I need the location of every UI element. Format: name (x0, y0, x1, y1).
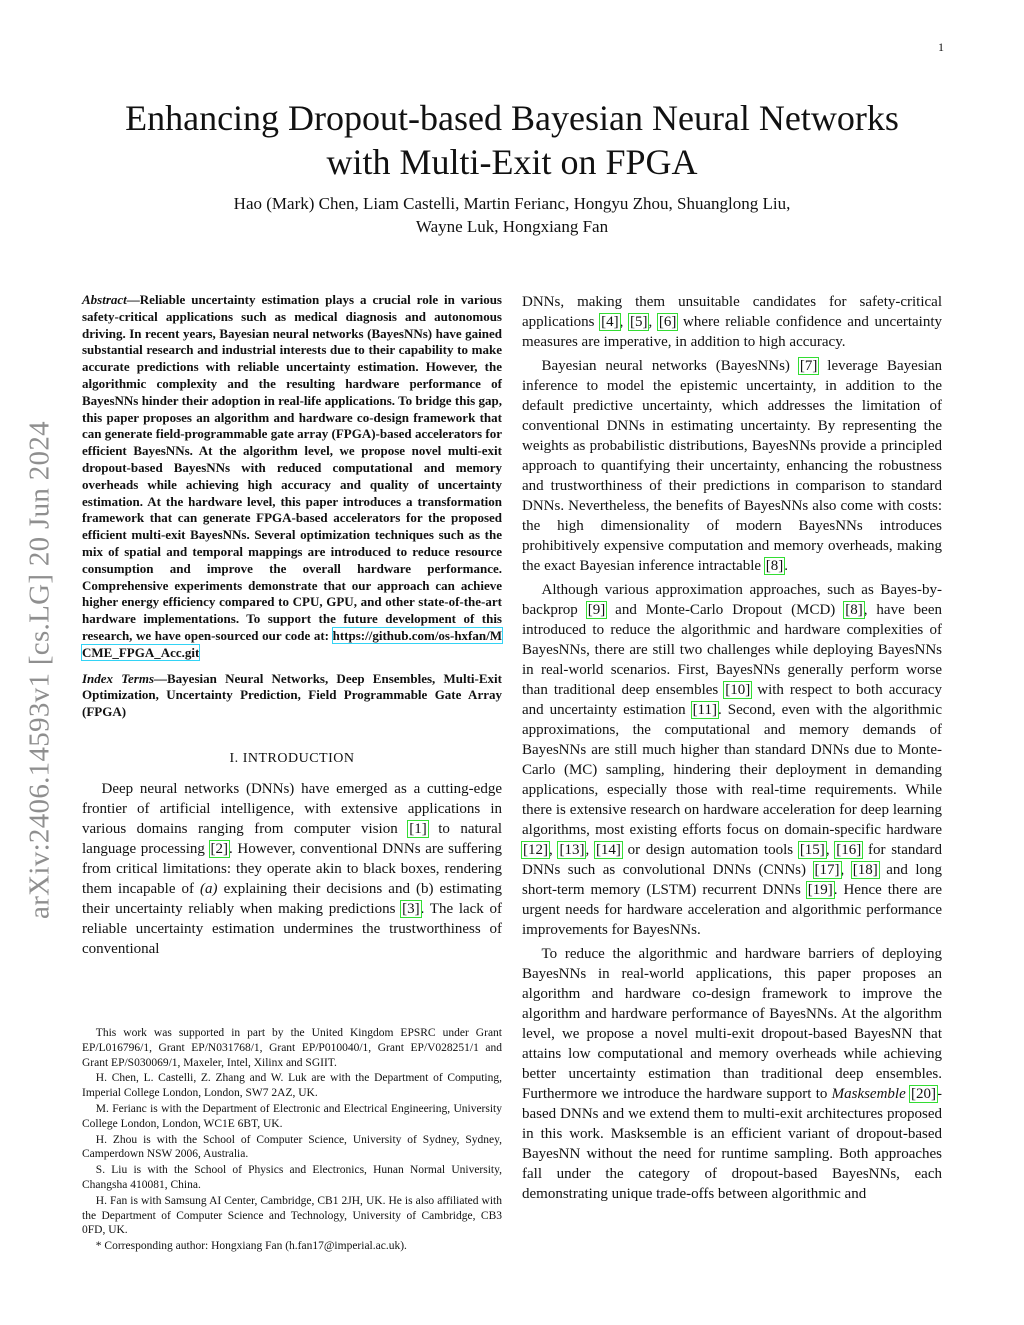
citation-link[interactable]: [9] (587, 602, 606, 618)
citation-link[interactable]: [8] (845, 602, 863, 618)
emphasis: (a) (200, 880, 218, 897)
citation-link[interactable]: [18] (852, 862, 878, 878)
citation-link[interactable]: [3] (402, 900, 420, 917)
paper-title-line-1: Enhancing Dropout-based Bayesian Neural Networks (125, 98, 899, 138)
text-run: . Second, even with the algorithmic approximations, the computational and memory demands of BayesNNs are still much higher than standard DNNs due to Monte-Carlo (MC) sampling, hindering their deployment in demanding applications, especially those with real-time requirements. While there is extensive research on hardware acceleration for deep learning algorithms, most existing efforts focus on domain-specific hardware (522, 702, 942, 838)
footnote-affiliation: H. Chen, L. Castelli, Z. Zhang and W. Luk are with the Department of Computing, Imperial College London, London, SW7 2AZ, UK. (82, 1072, 502, 1100)
footnote-affiliation: H. Zhou is with the School of Computer Science, University of Sydney, Sydney, Camperdown NSW 2006, Australia. (82, 1133, 502, 1161)
abstract-text: —Reliable uncertainty estimation plays a crucial role in various safety-critical applications such as medical diagnosis and autonomous driving. In recent years, Bayesian neural networks (BayesNNs) have gained substantial research and industrial interests due to their capability to make accurate predictions with reliable uncertainty estimation. However, the algorithmic complexity and the resulting hardware performance of BayesNNs hinder their adoption in real-life applications. To bridge this gap, this paper proposes an algorithm and hardware co-design framework that can generate field-programmable gate array (FPGA)-based accelerators for efficient BayesNNs. At the algorithm level, we propose novel multi-exit dropout-based BayesNNs with reduced computational and memory overheads while achieving high accuracy and quality of uncertainty estimation. At the hardware level, this paper introduces a transformation framework that can generate FPGA-based accelerators for the proposed efficient multi-exit BayesNNs. Several optimization techniques such as the mix of spatial and temporal mappings are introduced to reduce resource consumption and improve the overall hardware performance. Comprehensive experiments demonstrate that our approach can achieve higher energy efficiency compared to CPU, GPU, and other state-of-the-art hardware implementations. To support the future development of this research, we have open-sourced our code at: (82, 292, 502, 643)
text-run: with respect to both accuracy and uncertainty estimation (522, 682, 942, 718)
index-terms-text: —Bayesian Neural Networks, Deep Ensembles, Multi-Exit Optimization, Uncertainty Prediction, Field Programmable Gate Array (FPGA) (82, 670, 502, 720)
intro-paragraph-2 (522, 356, 942, 576)
index-terms (82, 671, 502, 721)
intro-paragraph-1 (82, 779, 502, 959)
text-run: and Monte-Carlo Dropout (MCD) (606, 602, 845, 618)
text-run: -based DNNs and we extend them to multi-exit architectures proposed in this work. Masksemble is an efficient variant of dropout-based BayesNN without the need for runtime sampling. Both approaches fall under the category of dropout-based BayesNNs, each demonstrating unique trade-offs between algorithmic and (522, 1086, 943, 1202)
arxiv-identifier (20, 370, 60, 970)
citation-link[interactable]: [13] (559, 842, 585, 858)
section-number: I. (229, 750, 239, 766)
footnote-affiliation: H. Fan is with Samsung AI Center, Cambridge, CB1 2JH, UK. He is also affiliated with the Department of Computer Science and Technology, University of Cambridge, CB3 0FD, UK. (82, 1194, 502, 1237)
citation-link[interactable]: [20] (911, 1086, 937, 1102)
text-run: explaining their decisions and (b) estimating their uncertainty reliably when making predictions (82, 880, 502, 917)
text-run: Deep neural networks (DNNs) have emerged as a cutting-edge frontier of artificial intelligence, with extensive applications in various domains ranging from computer vision (82, 780, 502, 837)
code-repository-link[interactable]: https://github.com/os-hxfan/MCME_FPGA_Acc.git (82, 627, 502, 660)
text-run: . Hence there are urgent needs for hardware acceleration and algorithmic performance improvements for BayesNNs. (522, 882, 942, 938)
citation-link[interactable]: [11] (692, 702, 717, 718)
citation-link[interactable]: [12] (523, 842, 548, 858)
citation-link[interactable]: [4] (601, 314, 619, 330)
text-run: To reduce the algorithmic and hardware barriers of deploying BayesNNs in real-world applications, this paper proposes an algorithm and hardware co-design framework to improve the algorithm and hardware performance of BayesNNs. At the algorithm level, we propose a novel multi-exit dropout-based BayesNN that attains low computational and memory overheads while achieving better uncertainty estimation than traditional deep ensembles. Furthermore we introduce the hardware support to (522, 946, 942, 1102)
abstract (82, 292, 502, 662)
text-run: for standard DNNs such as convolutional DNNs (CNNs) (522, 842, 943, 878)
footnote-corresponding-author: * Corresponding author: Hongxiang Fan (h.fan17@imperial.ac.uk). (95, 1240, 407, 1253)
paper-title-line-2: with Multi-Exit on FPGA (326, 142, 698, 182)
text-run: . (784, 558, 789, 574)
emphasis: Masksemble (831, 1086, 906, 1102)
index-terms-lead: Index Terms (82, 670, 155, 686)
text-run: . However, conventional DNNs are suffering from critical limitations: they operate akin to black boxes, rendering them incapable of (82, 840, 502, 897)
intro-paragraph-1-continued: DNNs, making them unsuitable candidates for safety-critical applications [4], [5], [6] where reliable confidence and uncertainty measures are imperative, in addition to high accuracy. (522, 294, 943, 350)
citation-link[interactable]: [16] (836, 842, 862, 858)
text-run: to natural language processing (82, 820, 502, 857)
text-run: and long short-term memory (LSTM) recurrent DNNs (522, 862, 943, 898)
text-run: , have been introduced to reduce the algorithmic and hardware complexities of BayesNNs, there are still two challenges while deploying BayesNNs in real-world scenarios. First, BayesNNs generally perform worse than traditional deep ensembles (522, 602, 942, 698)
citation-link[interactable]: [8] (765, 558, 784, 574)
right-column (522, 292, 942, 1204)
intro-paragraph-3: Although various approximation approaches, such as Bayes-by-backprop [9] and Monte-Carlo Dropout (MCD) [8], have been introduced to reduce the algorithmic and hardware complexities of BayesNNs, there are still two challenges while deploying BayesNNs in real-world scenarios. First, BayesNNs generally perform worse than traditional deep ensembles [10] with respect to both accuracy and uncertainty estimation [11]. Second, even with the algorithmic approximations, the computational and memory demands of BayesNNs are still much higher than standard DNNs due to Monte-Carlo (MC) sampling, hindering their deployment in demanding applications, especially those with real-time requirements. While there is extensive research on hardware acceleration for deep learning algorithms, most existing efforts focus on domain-specific hardware [12], [13], [14] or design automation tools [15], [16] for standard DNNs such as convolutional DNNs (CNNs) [17], [18] and long short-term memory (LSTM) recurrent DNNs [19]. Hence there are urgent needs for hardware acceleration and algorithmic performance improvements for BayesNNs. (522, 582, 943, 938)
text-run: Bayesian neural networks (BayesNNs) (541, 358, 799, 374)
text-run: leverage Bayesian inference to model the epistemic uncertainty, in addition to the default predictive uncertainty, which addresses the limitation of conventional DNNs in estimating uncertainty. By representing the weights as probabilistic distributions, BayesNNs provide a principled approach to quantifying their uncertainty, enhancing the robustness and trustworthiness of their predictions in comparison to standard DNNs. Nevertheless, the benefits of BayesNNs also come with costs: the high dimensionality of modern BayesNNs introduces prohibitively expensive computation and memory overheads, making the exact Bayesian inference intractable (522, 358, 942, 574)
page-number: 1 (938, 40, 944, 54)
citation-link[interactable]: [6] (658, 314, 677, 330)
citation-link[interactable]: [1] (409, 820, 427, 837)
text-run: Although various approximation approaches, such as Bayes-by-backprop (522, 582, 942, 618)
citation-link[interactable]: [10] (725, 682, 751, 698)
footnote-affiliation: S. Liu is with the School of Physics and Electronics, Hunan Normal University, Changsha 410081, China. (82, 1164, 502, 1191)
author-list-line-2: Wayne Luk, Hongxiang Fan (415, 217, 609, 236)
text-run: DNNs, making them unsuitable candidates for safety-critical applications (522, 294, 942, 330)
text-run: . The lack of reliable uncertainty estimation undermines the trustworthiness of conventional (82, 900, 503, 957)
text-run: or design automation tools (621, 842, 799, 858)
section-heading-introduction (82, 749, 502, 769)
citation-link[interactable]: [19] (807, 882, 833, 898)
text-run: where reliable confidence and uncertainty measures are imperative, in addition to high accuracy. (522, 314, 943, 350)
footnotes (82, 1026, 502, 1255)
citation-link[interactable]: [2] (210, 840, 229, 857)
intro-paragraph-4 (522, 944, 942, 1204)
arxiv-identifier-text: arXiv:2406.14593v1 [cs.LG] 20 Jun 2024 (23, 421, 56, 919)
citation-link[interactable]: [14] (595, 842, 621, 858)
citation-link[interactable]: [5] (629, 314, 648, 330)
section-title-rest: NTRODUCTION (247, 750, 355, 766)
citation-link[interactable]: [15] (799, 842, 825, 858)
author-list (90, 192, 934, 238)
paper-title (90, 96, 934, 184)
citation-link[interactable]: [17] (814, 862, 840, 878)
footnote-funding: This work was supported in part by the United Kingdom EPSRC under Grant EP/L016796/1, Grant EP/N031768/1, Grant EP/P010040/1, Grant EP/V028251/1 and Grant EP/S030069/1, Maxeler, Intel, Xilinx and SGIIT. (82, 1027, 502, 1069)
section-title-initial: I (242, 750, 248, 766)
left-column (82, 292, 502, 959)
footnote-affiliation: M. Ferianc is with the Department of Electronic and Electrical Engineering, University College London, London, WC1E 6BT, UK. (82, 1102, 502, 1130)
abstract-lead: Abstract (82, 292, 127, 307)
citation-link[interactable]: [7] (799, 358, 818, 374)
author-list-line-1: Hao (Mark) Chen, Liam Castelli, Martin Ferianc, Hongyu Zhou, Shuanglong Liu, (233, 194, 791, 213)
